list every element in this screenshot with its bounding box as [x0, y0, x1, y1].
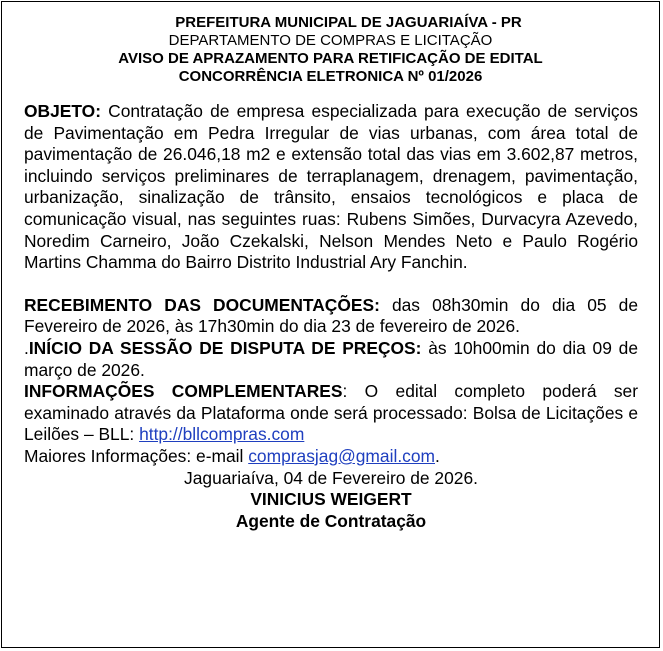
maiores-paragraph — [24, 446, 638, 468]
bll-link[interactable]: http://bllcompras.com — [139, 424, 305, 445]
informacoes-paragraph — [24, 381, 638, 446]
department-title: DEPARTAMENTO DE COMPRAS E LICITAÇÃO — [168, 32, 493, 49]
notice-header — [2, 14, 659, 86]
recebimento-label: RECEBIMENTO DAS DOCUMENTAÇÕES: — [24, 294, 380, 315]
informacoes-label: INFORMAÇÕES COMPLEMENTARES — [24, 381, 343, 402]
maiores-suffix: . — [435, 445, 440, 466]
inicio-paragraph — [24, 338, 638, 381]
place-date: Jaguariaíva, 04 de Fevereiro de 2026. — [184, 467, 478, 488]
objeto-text: Contratação de empresa especializada para execução de serviços de Pavimentação em Pedra Irregular de vias urbanas, com área total de pavimentação de 26.046,18 m2 e extensão total das vias em 3.602,87 metros, incluindo serviços preliminares de terraplanagem, drenagem, pavimentação, urbanização, sinalização de trânsito, ensaios tecnológicos e placa de comunicação visual, nas seguintes ruas: Rubens Simões, Durvacyra Azevedo, Noredim Carneiro, João Czekalski, Nelson Mendes Neto e Paulo Rogério Martins Chamma do Bairro Distrito Industrial Ary Fanchin. — [24, 101, 638, 273]
maiores-text: Maiores Informações: e-mail — [24, 445, 249, 466]
objeto-paragraph — [24, 101, 638, 274]
signer-role: Agente de Contratação — [235, 510, 427, 531]
informacoes-text: : O edital completo poderá ser examinado através da Plataforma onde será processado: Bolsa de Licitações e Leilões – BLL: — [24, 381, 638, 445]
objeto-label: OBJETO: — [24, 101, 101, 121]
email-link[interactable]: comprasjag@gmail.com — [248, 445, 436, 466]
inicio-prefix: . — [24, 337, 29, 358]
notice-body — [2, 101, 659, 532]
notice-document — [1, 1, 660, 648]
inicio-text: às 10h00min do dia 09 de março de 2026. — [24, 337, 639, 380]
signer-name: VINICIUS WEIGERT — [250, 489, 412, 510]
inicio-label: INÍCIO DA SESSÃO DE DISPUTA DE PREÇOS: — [28, 337, 422, 358]
tender-number: CONCORRÊNCIA ELETRONICA Nº 01/2026 — [178, 68, 483, 85]
recebimento-paragraph — [24, 295, 638, 338]
municipality-title: PREFEITURA MUNICIPAL DE JAGUARIAÍVA - PR — [175, 14, 522, 31]
notice-title: AVISO DE APRAZAMENTO PARA RETIFICAÇÃO DE EDITAL — [118, 50, 543, 67]
recebimento-text: das 08h30min do dia 05 de Fevereiro de 2026, às 17h30min do dia 23 de fevereiro de 2026. — [24, 294, 638, 337]
